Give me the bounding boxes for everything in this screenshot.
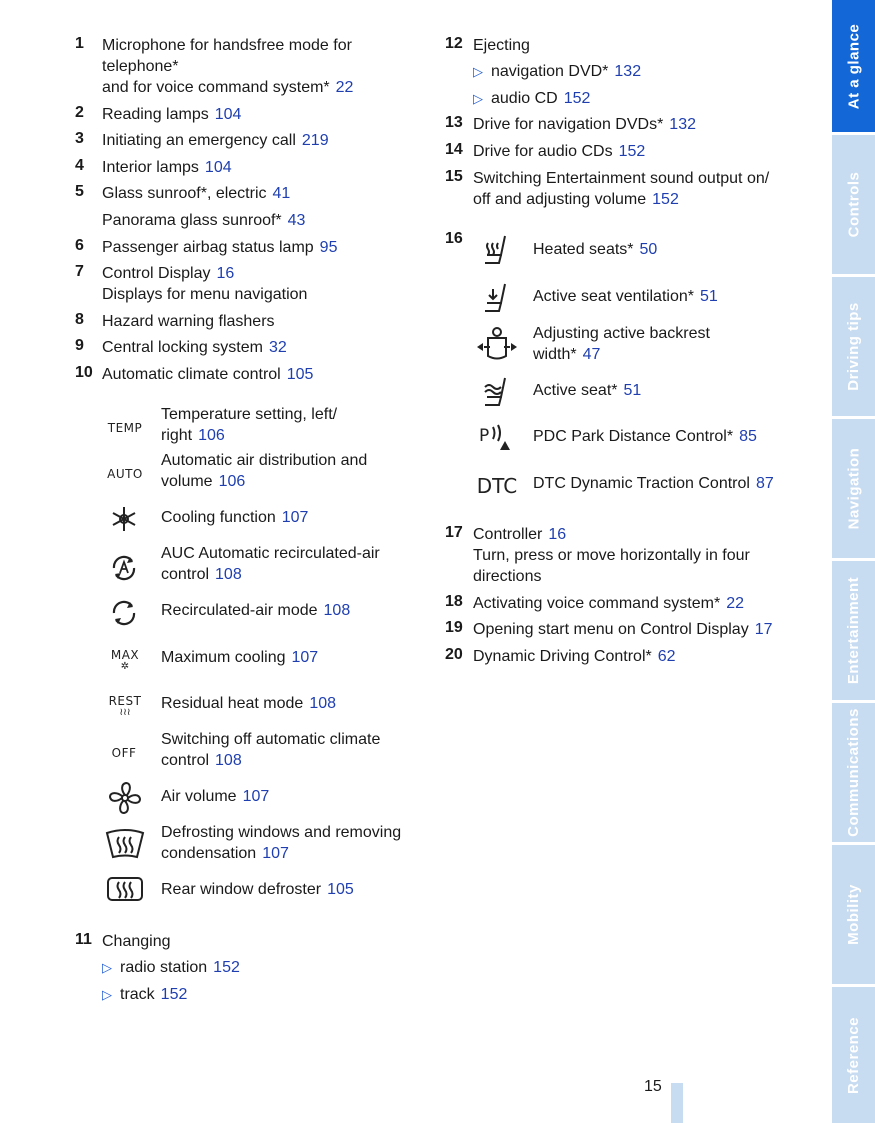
tab-label: Reference <box>845 1016 863 1094</box>
backrest-width-icon <box>474 326 520 366</box>
entry-text: Adjusting active backrest <box>533 325 710 342</box>
climate-entry <box>161 879 354 900</box>
index-entry <box>102 35 353 98</box>
page-link[interactable]: 51 <box>623 382 642 399</box>
entry-text: AUC Automatic recirculated-air <box>161 545 380 562</box>
entry-text: Activating voice command system* <box>473 595 721 612</box>
seat-entry <box>533 426 757 447</box>
tab-label: Mobility <box>845 884 863 945</box>
item-number: 13 <box>445 114 463 131</box>
seat-entry <box>533 239 657 260</box>
index-entry <box>102 237 337 258</box>
page-link[interactable]: 16 <box>216 265 235 282</box>
page-link[interactable]: 32 <box>268 339 287 356</box>
tab-entertainment[interactable] <box>832 561 875 700</box>
entry-text: Residual heat mode <box>161 695 304 712</box>
sub-entry <box>473 61 641 82</box>
page-link[interactable]: 85 <box>739 428 757 445</box>
triangle-bullet-icon: ▷ <box>473 64 483 79</box>
entry-text: width* <box>533 346 577 363</box>
tab-controls[interactable] <box>832 135 875 274</box>
entry-text: PDC Park Distance Control* <box>533 428 734 445</box>
item-number: 2 <box>75 104 84 121</box>
entry-text: Drive for navigation DVDs* <box>473 116 664 133</box>
item-number: 12 <box>445 35 463 52</box>
item-number: 8 <box>75 311 84 328</box>
index-entry <box>473 593 744 614</box>
entry-text: DTC Dynamic Traction Control <box>533 475 750 492</box>
snowflake-icon <box>108 505 140 533</box>
climate-entry <box>161 600 350 621</box>
page-link[interactable]: 16 <box>548 526 567 543</box>
item-number: 3 <box>75 130 84 147</box>
page-link[interactable]: 107 <box>291 649 319 666</box>
page-link[interactable]: 152 <box>652 191 679 208</box>
tab-driving-tips[interactable] <box>832 277 875 416</box>
page-link[interactable]: 107 <box>281 509 309 526</box>
page-link[interactable]: 17 <box>754 621 773 638</box>
index-entry <box>473 141 645 162</box>
entry-text: Active seat ventilation* <box>533 288 694 305</box>
sub-entry <box>102 984 187 1005</box>
entry-text: audio CD <box>491 90 558 107</box>
entry-text: Drive for audio CDs <box>473 143 613 160</box>
index-entry <box>102 183 305 231</box>
page-link[interactable]: 132 <box>614 63 642 80</box>
index-entry <box>102 364 313 385</box>
entry-text: Cooling function <box>161 509 276 526</box>
index-entry <box>102 337 287 358</box>
page-marker <box>671 1083 683 1123</box>
climate-entry <box>161 543 380 585</box>
page-link[interactable]: 22 <box>335 79 354 96</box>
tab-label: Entertainment <box>845 576 863 685</box>
entry-text: Opening start menu on Control Display <box>473 621 749 638</box>
fan-icon <box>106 779 144 817</box>
page-link[interactable]: 106 <box>218 473 246 490</box>
page-link[interactable]: 95 <box>319 239 338 256</box>
item-number: 5 <box>75 183 84 200</box>
climate-entry <box>161 729 380 771</box>
item-number: 1 <box>75 35 84 52</box>
index-entry <box>102 157 232 178</box>
entry-text: and for voice command system* <box>102 79 330 96</box>
entry-text: Initiating an emergency call <box>102 132 296 149</box>
item-number: 17 <box>445 524 463 541</box>
tab-reference[interactable] <box>832 987 875 1123</box>
climate-entry <box>161 693 336 714</box>
dtc-icon: DTC <box>476 474 518 498</box>
residual-heat-icon: REST ≀≀≀ <box>108 694 142 718</box>
entry-text: Microphone for handsfree mode for <box>102 37 352 54</box>
index-entry <box>102 311 275 332</box>
page-link[interactable]: 104 <box>204 159 232 176</box>
page-link[interactable]: 108 <box>323 602 351 619</box>
page-link[interactable]: 152 <box>213 959 240 976</box>
page-link[interactable]: 107 <box>262 845 289 862</box>
index-entry <box>473 524 750 587</box>
page-link[interactable]: 108 <box>309 695 337 712</box>
seat-entry <box>533 473 774 494</box>
entry-text: Panorama glass sunroof* <box>102 212 282 229</box>
page-link[interactable]: 51 <box>699 288 718 305</box>
entry-text: control <box>161 566 210 583</box>
item-number: 10 <box>75 364 93 381</box>
recirculated-air-icon <box>107 597 141 629</box>
icon-label: MAX <box>110 648 140 662</box>
page-link[interactable]: 87 <box>755 475 774 492</box>
entry-text: Controller <box>473 526 543 543</box>
active-seat-icon <box>478 374 516 410</box>
tab-at-a-glance[interactable] <box>832 0 875 132</box>
page-link[interactable]: 43 <box>287 212 306 229</box>
item-number: 14 <box>445 141 463 158</box>
index-entry <box>102 130 329 151</box>
item-number: 15 <box>445 168 463 185</box>
item-number: 20 <box>445 646 463 663</box>
auto-icon: AUTO <box>107 467 143 481</box>
entry-text: directions <box>473 568 542 585</box>
sub-entry <box>102 957 240 978</box>
section-tabs <box>832 0 875 1123</box>
entry-text: Active seat* <box>533 382 618 399</box>
page-link[interactable]: 62 <box>657 648 676 665</box>
item-number: 4 <box>75 157 84 174</box>
tab-communications[interactable] <box>832 703 875 842</box>
index-entry <box>102 104 241 125</box>
entry-text: Heated seats* <box>533 241 634 258</box>
page-link[interactable]: 50 <box>639 241 658 258</box>
tab-label: Controls <box>845 171 863 238</box>
pdc-icon <box>477 420 517 456</box>
entry-text: Defrosting windows and removing <box>161 824 402 841</box>
tab-navigation[interactable] <box>832 419 875 558</box>
item-number: 16 <box>445 230 463 247</box>
page-link[interactable]: 106 <box>198 427 225 444</box>
entry-text: Central locking system <box>102 339 263 356</box>
entry-text: Rear window defroster <box>161 881 322 898</box>
entry-text: telephone* <box>102 58 179 75</box>
climate-entry <box>161 786 269 807</box>
entry-text: Control Display <box>102 265 211 282</box>
index-entry <box>102 931 171 952</box>
page-link[interactable]: 105 <box>286 366 314 383</box>
page-link[interactable]: 152 <box>160 986 188 1003</box>
max-cooling-icon: MAX ✲ <box>110 648 140 672</box>
seat-entry <box>533 286 718 307</box>
entry-text: Ejecting <box>473 37 530 54</box>
page-link[interactable]: 132 <box>669 116 696 133</box>
entry-text: radio station <box>120 959 208 976</box>
climate-entry <box>161 450 367 492</box>
entry-text: Automatic air distribution and <box>161 452 368 469</box>
page-link[interactable]: 108 <box>215 752 242 769</box>
tab-mobility[interactable] <box>832 845 875 984</box>
index-entry <box>473 35 530 56</box>
auc-recirculation-icon <box>107 552 141 584</box>
entry-text: condensation <box>161 845 257 862</box>
page-link[interactable]: 152 <box>563 90 591 107</box>
entry-text: Turn, press or move horizontally in four <box>473 547 750 564</box>
entry-text: Recirculated-air mode <box>161 602 318 619</box>
entry-text: Temperature setting, left/ <box>161 406 338 423</box>
page-link[interactable]: 22 <box>726 595 744 612</box>
temp-icon: TEMP <box>107 421 143 435</box>
climate-entry <box>161 647 318 668</box>
entry-text: volume <box>161 473 213 490</box>
entry-text: Reading lamps <box>102 106 209 123</box>
index-entry <box>102 263 307 305</box>
entry-text: Interior lamps <box>102 159 199 176</box>
triangle-bullet-icon: ▷ <box>102 960 112 975</box>
seat-entry <box>533 380 641 401</box>
item-number: 11 <box>75 931 92 948</box>
index-entry <box>473 114 696 135</box>
entry-text: Hazard warning flashers <box>102 313 275 330</box>
item-number: 9 <box>75 337 84 354</box>
item-number: 6 <box>75 237 84 254</box>
entry-text: navigation DVD* <box>491 63 609 80</box>
page-link[interactable]: 108 <box>215 566 242 583</box>
windshield-defrost-icon <box>104 827 146 863</box>
entry-text: Switching off automatic climate <box>161 731 381 748</box>
climate-off-icon: OFF <box>111 746 137 760</box>
entry-text: Dynamic Driving Control* <box>473 648 652 665</box>
entry-text: Glass sunroof*, electric <box>102 185 267 202</box>
entry-text: control <box>161 752 210 769</box>
page-link[interactable]: 152 <box>618 143 646 160</box>
climate-entry <box>161 507 308 528</box>
entry-text: Air volume <box>161 788 237 805</box>
entry-text: track <box>120 986 155 1003</box>
entry-text: Switching Entertainment sound output on/ <box>473 170 770 187</box>
item-number: 19 <box>445 619 463 636</box>
svg-text:P: P <box>479 426 490 446</box>
entry-text: Automatic climate control <box>102 366 281 383</box>
entry-text: off and adjusting volume <box>473 191 647 208</box>
page-link[interactable]: 41 <box>272 185 291 202</box>
seat-entry <box>533 323 710 365</box>
index-entry <box>473 619 773 640</box>
climate-entry <box>161 822 401 864</box>
item-number: 7 <box>75 263 84 280</box>
entry-text: Displays for menu navigation <box>102 286 308 303</box>
index-entry <box>473 646 676 667</box>
triangle-bullet-icon: ▷ <box>473 91 483 106</box>
entry-text: Passenger airbag status lamp <box>102 239 314 256</box>
tab-label: At a glance <box>845 23 862 109</box>
climate-entry <box>161 404 337 446</box>
page-link[interactable]: 105 <box>327 881 354 898</box>
entry-text: right <box>161 427 193 444</box>
page-link[interactable]: 219 <box>301 132 329 149</box>
page-link[interactable]: 104 <box>214 106 242 123</box>
page-link[interactable]: 47 <box>582 346 601 363</box>
page-number: 15 <box>644 1078 662 1095</box>
rear-window-defrost-icon <box>104 873 146 909</box>
entry-text: Maximum cooling <box>161 649 286 666</box>
icon-label: REST <box>108 694 142 708</box>
sub-entry <box>473 88 590 109</box>
index-entry <box>473 168 769 210</box>
tab-label: Driving tips <box>845 302 863 391</box>
entry-text: Changing <box>102 933 171 950</box>
heated-seat-icon <box>478 232 516 268</box>
triangle-bullet-icon: ▷ <box>102 987 112 1002</box>
tab-label: Communications <box>845 708 862 837</box>
tab-label: Navigation <box>845 447 862 530</box>
seat-ventilation-icon <box>478 280 516 316</box>
item-number: 18 <box>445 593 463 610</box>
page-link[interactable]: 107 <box>242 788 270 805</box>
